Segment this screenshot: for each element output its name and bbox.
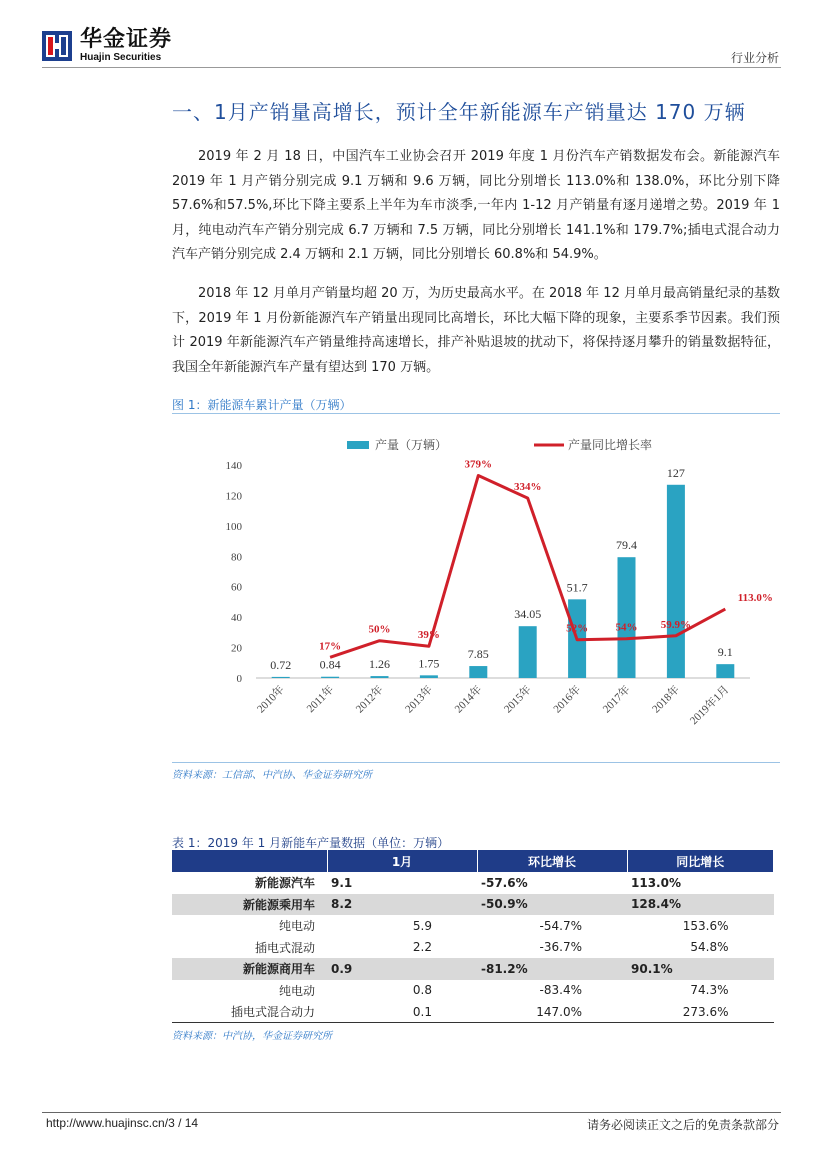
y-tick-label: 40	[231, 612, 242, 625]
table-header-cell: 环比增长	[477, 850, 627, 872]
bar	[469, 666, 487, 678]
table-cell: -57.6%	[481, 875, 528, 890]
footer-url-page	[46, 1116, 198, 1130]
table-cell: 9.1	[331, 875, 353, 890]
y-tick-label: 0	[236, 673, 242, 685]
figure-top-rule	[172, 413, 780, 414]
table-cell: 5.9	[412, 918, 432, 933]
row-label: 插电式混合动力	[230, 1005, 315, 1020]
table-row	[172, 1001, 774, 1023]
table-cell: 8.2	[327, 894, 477, 916]
table-cell: 2.2	[412, 940, 432, 955]
row-label: 纯电动	[278, 983, 315, 998]
table-cell: 0.9	[327, 958, 477, 980]
legend-line-label: 产量同比增长率	[568, 438, 653, 452]
bar	[321, 677, 339, 678]
row-label: 新能源商用车	[172, 958, 327, 980]
table-header-cell: 同比增长	[627, 850, 774, 872]
growth-rate-label: 17%	[319, 640, 342, 653]
table-cell: 54.8%	[690, 940, 729, 955]
x-tick-label: 2010年	[255, 683, 287, 716]
row-label: 新能源汽车	[254, 876, 315, 891]
y-tick-label: 100	[225, 520, 242, 533]
row-label: 纯电动	[278, 919, 315, 934]
x-tick-label: 2013年	[403, 683, 436, 716]
footer-disclaimer: 请务必阅读正文之后的免责条款部分	[586, 1118, 779, 1132]
figure-caption: 图 1：新能源车累计产量（万辆）	[172, 398, 352, 412]
table-cell: -50.9%	[477, 894, 627, 916]
figure-source: 资料来源：工信部、中汽协、华金证券研究所	[172, 770, 372, 781]
table-source: 资料来源：中汽协，华金证券研究所	[172, 1031, 332, 1042]
bar-value-label: 34.05	[514, 607, 542, 622]
table-cell: 128.4%	[627, 894, 774, 916]
x-tick-label: 2016年	[551, 683, 584, 716]
production-chart	[172, 417, 780, 761]
chart-container	[172, 417, 780, 761]
table-caption: 表 1：2019 年 1 月新能车产量数据（单位：万辆）	[172, 836, 450, 850]
table-cell: 273.6%	[682, 1004, 729, 1019]
table-cell: -54.7%	[539, 918, 582, 933]
table-cell: 0.8	[412, 983, 432, 998]
table-row	[172, 872, 774, 894]
bar	[420, 675, 438, 678]
x-tick-label: 2017年	[600, 683, 633, 716]
growth-rate-label: 334%	[513, 481, 542, 494]
bar-value-label: 9.1	[717, 645, 733, 660]
bar	[716, 664, 734, 678]
table-cell: 147.0%	[536, 1004, 582, 1019]
row-label: 新能源乘用车	[172, 894, 327, 916]
page-number: 3 / 14	[168, 1116, 199, 1130]
report-category: 行业分析	[730, 51, 779, 65]
growth-rate-label: 379%	[464, 458, 493, 471]
x-tick-label: 2019年1月	[687, 683, 732, 728]
table-cell: -81.2%	[477, 958, 627, 980]
logo-english-name: Huajin Securities	[80, 52, 162, 63]
section-title: 一、1月产销量高增长，预计全年新能源车产销量达 170 万辆	[172, 100, 746, 124]
bar-value-label: 1.26	[369, 657, 390, 672]
table-cell: 0.1	[412, 1004, 432, 1019]
table-header-cell	[172, 850, 327, 872]
table-row	[172, 894, 774, 916]
table-row	[172, 980, 774, 1002]
y-tick-label: 20	[231, 642, 242, 655]
table-cell: 153.6%	[682, 918, 729, 933]
website-link[interactable]: http://www.huajinsc.cn/	[46, 1116, 169, 1130]
x-tick-label: 2015年	[502, 683, 534, 716]
company-logo	[42, 28, 172, 63]
nev-production-table	[172, 850, 774, 1023]
table-cell: 90.1%	[627, 958, 774, 980]
y-tick-label: 120	[225, 490, 242, 503]
growth-rate-label: 52%	[566, 622, 589, 635]
bar-value-label: 0.72	[270, 657, 292, 672]
bar	[371, 676, 389, 678]
growth-rate-label: 50%	[368, 623, 391, 636]
x-tick-label: 2012年	[353, 683, 386, 716]
growth-rate-label: 54%	[615, 621, 638, 634]
x-tick-label: 2018年	[650, 683, 683, 716]
y-tick-label: 80	[231, 551, 242, 564]
bar-value-label: 79.4	[616, 538, 637, 553]
table-row	[172, 937, 774, 959]
table-bottom-rule	[172, 1022, 774, 1023]
table-cell: 74.3%	[690, 983, 729, 998]
table-cell: 113.0%	[631, 875, 681, 890]
legend-bar-label: 产量（万辆）	[375, 438, 448, 452]
y-tick-label: 60	[231, 581, 242, 594]
growth-rate-label: 113.0%	[737, 592, 773, 605]
table-row	[172, 915, 774, 937]
footer-divider	[42, 1112, 781, 1113]
bar-value-label: 0.84	[319, 657, 341, 672]
row-label: 插电式混动	[254, 940, 315, 955]
y-tick-label: 140	[225, 460, 242, 472]
logo-emblem-icon	[42, 31, 72, 61]
x-tick-label: 2011年	[304, 683, 337, 716]
figure-bottom-rule	[172, 762, 780, 763]
bar	[272, 677, 290, 678]
header-divider	[42, 67, 781, 68]
bar-value-label: 127	[666, 465, 685, 480]
bar-value-label: 51.7	[566, 580, 588, 595]
logo-chinese-name: 华金证券	[80, 27, 173, 52]
table-header-row	[172, 850, 774, 872]
bar-value-label: 1.75	[418, 656, 440, 671]
body-paragraph-2: 2018 年 12 月单月产销量均超 20 万，为历史最高水平。在 2018 年 12 月单月最高销量纪录的基数下，2019 年 1 月份新能源汽车产销量出现同比高增长，环比大幅下降的现象，主要系季节因素。我们预计 2019 年新能源汽车产销量维持高速增长，排产补贴退坡的扰动下，将保持逐月攀升的销量数据特征，我国全年新能源汽车产量有望达到 170 万辆。	[172, 286, 780, 375]
growth-rate-label: 59.9%	[660, 618, 692, 631]
table-row	[172, 958, 774, 980]
table-cell: -83.4%	[539, 983, 582, 998]
table-header-cell: 1月	[327, 850, 477, 872]
legend-bar-swatch	[347, 441, 369, 449]
table-cell: -36.7%	[539, 940, 582, 955]
body-paragraph-1: 2019 年 2 月 18 日，中国汽车工业协会召开 2019 年度 1 月份汽车产销数据发布会。新能源汽车 2019 年 1 月产销分别完成 9.1 万辆和 9.6 万辆，同比分别增长 113.0%和 138.0%，环比分别下降 57.6%和57.5%,环比下降主要系上半年为车市淡季,一年内 1-12 月产销量有逐月递增之势。2019 年 1 月，纯电动汽车产销分别完成 6.7 万辆和 7.5 万辆，同比分别增长 141.1%和 179.7%;插电式混合动力汽车产销分别完成 2.4 万辆和 2.1 万辆，同比分别增长 60.8%和 54.9%。	[172, 149, 780, 262]
bar-value-label: 7.85	[467, 647, 489, 662]
bar	[519, 626, 537, 678]
bar	[667, 485, 685, 678]
x-tick-label: 2014年	[452, 683, 485, 716]
bar	[615, 557, 638, 678]
growth-rate-label: 39%	[417, 629, 440, 642]
